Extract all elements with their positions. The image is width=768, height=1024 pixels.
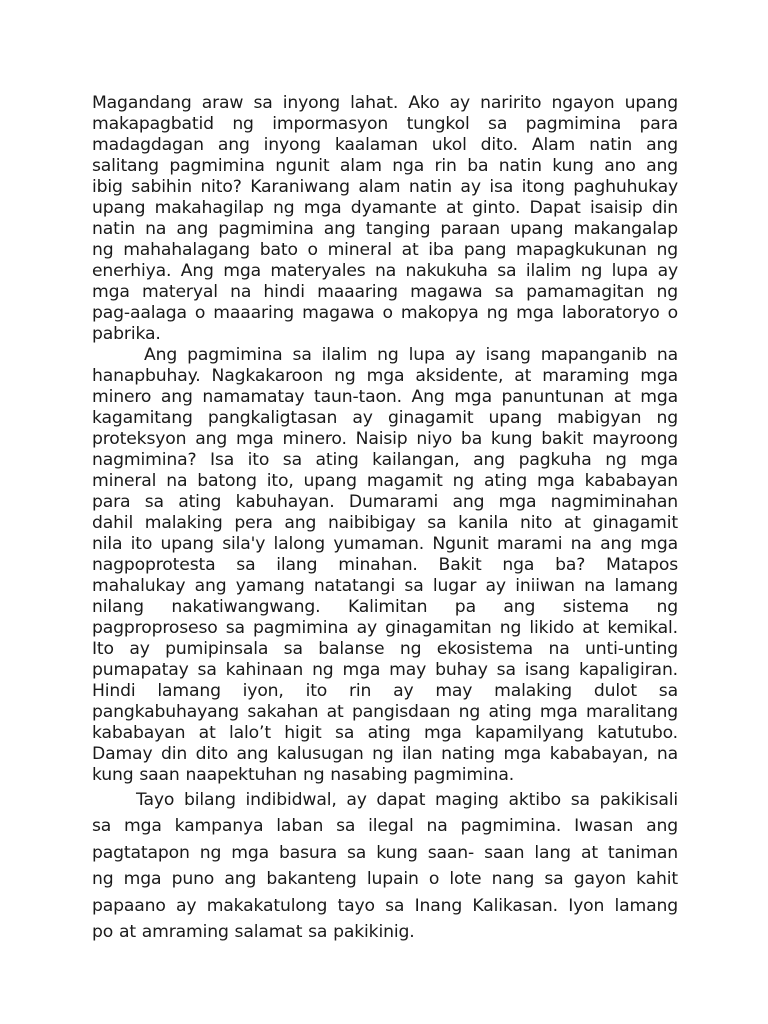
text-line: Hindi lamang iyon, ito rin ay may malaking dulot sa — [92, 681, 678, 701]
text-line: kababayan at lalo’t higit sa ating mga kapamilyang katutubo. — [92, 723, 678, 743]
text-line: ng mahahalagang bato o mineral at iba pang mapagkukunan ng — [92, 240, 678, 260]
text-line: pagtatapon ng mga basura sa kung saan- saan lang at taniman — [92, 842, 678, 863]
text-line: kagamitang pangkaligtasan ay ginagamit upang mabigyan ng — [92, 408, 678, 428]
text-line: nila ito upang sila'y lalong yumaman. Ngunit marami na ang mga — [92, 534, 678, 554]
text-line: salitang pagmimina ngunit alam nga rin ba natin kung ano ang — [92, 156, 678, 176]
text-line: upang makahagilap ng mga dyamante at ginto. Dapat isaisip din — [92, 198, 678, 218]
text-line: nilang nakatiwangwang. Kalimitan pa ang sistema ng — [92, 597, 678, 617]
text-line: enerhiya. Ang mga materyales na nakukuha sa ilalim ng lupa ay — [92, 261, 678, 281]
text-line: minero ang namamatay taun-taon. Ang mga panuntunan at mga — [92, 387, 678, 407]
paragraph-1 — [92, 93, 678, 345]
text-line: hanapbuhay. Nagkakaroon ng mga aksidente, at maraming mga — [92, 366, 678, 386]
text-line: pumapatay sa kahinaan ng mga may buhay sa isang kapaligiran. — [92, 660, 678, 680]
text-line: Tayo bilang indibidwal, ay dapat maging aktibo sa pakikisali — [136, 790, 678, 810]
text-line: pagproproseso sa pagmimina ay ginagamitan ng likido at kemikal. — [92, 618, 678, 638]
text-line: natin na ang pagmimina ang tanging paraan upang makangalap — [92, 219, 678, 239]
text-line: nagmimina? Isa ito sa ating kailangan, ang pagkuha ng mga — [92, 450, 678, 470]
text-line: pag-aalaga o maaaring magawa o makopya ng mga laboratoryo o — [92, 303, 678, 323]
text-line: mineral na batong ito, upang magamit ng ating mga kababayan — [92, 471, 678, 491]
text-line: makapagbatid ng impormasyon tungkol sa pagmimina para — [92, 114, 678, 134]
text-line: ibig sabihin nito? Karaniwang alam natin ay isa itong paghuhukay — [92, 177, 678, 197]
text-line: para sa ating kabuhayan. Dumarami ang mga nagmiminahan — [92, 492, 678, 512]
text-line: Ito ay pumipinsala sa balanse ng ekosistema na unti-unting — [92, 639, 678, 659]
text-line: pabrika. — [92, 324, 161, 344]
text-line: mahalukay ang yamang natatangi sa lugar ay iniiwan na lamang — [92, 576, 678, 596]
paragraph-3 — [92, 787, 678, 945]
text-line: papaano ay makakatulong tayo sa Inang Kalikasan. Iyon lamang — [92, 895, 678, 916]
text-line: sa mga kampanya laban sa ilegal na pagmimina. Iwasan ang — [92, 816, 678, 837]
text-line: Ang pagmimina sa ilalim ng lupa ay isang mapanganib na — [144, 345, 678, 365]
text-line: po at amraming salamat sa pakikinig. — [92, 921, 415, 942]
text-line: mga materyal na hindi maaaring magawa sa pamamagitan ng — [92, 282, 678, 302]
text-line: Magandang araw sa inyong lahat. Ako ay naririto ngayon upang — [92, 93, 678, 113]
paragraph-2 — [92, 345, 678, 786]
text-line: kung saan naapektuhan ng nasabing pagmimina. — [92, 765, 515, 785]
text-line: dahil malaking pera ang naibibigay sa kanila nito at ginagamit — [92, 513, 678, 533]
text-line: pangkabuhayang sakahan at pangisdaan ng ating mga maralitang — [92, 702, 678, 722]
text-line: madagdagan ang inyong kaalaman ukol dito. Alam natin ang — [92, 135, 678, 155]
text-line: Damay din dito ang kalusugan ng ilan nating mga kababayan, na — [92, 744, 678, 764]
text-line: nagpoprotesta sa ilang minahan. Bakit nga ba? Matapos — [92, 555, 678, 575]
text-line: proteksyon ang mga minero. Naisip niyo ba kung bakit mayroong — [92, 429, 678, 449]
text-line: ng mga puno ang bakanteng lupain o lote nang sa gayon kahit — [92, 869, 678, 890]
